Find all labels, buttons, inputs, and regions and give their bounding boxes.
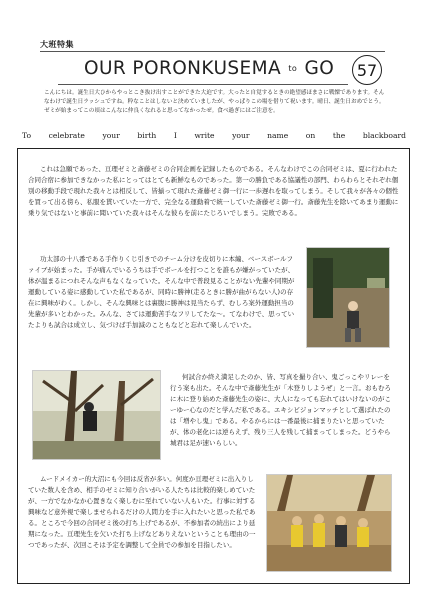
- masthead-title-main: OUR PORONKUSEMA: [84, 58, 282, 79]
- section-label: 大班特集: [40, 40, 74, 49]
- article-paragraph-4: ムードメイカー的大沼にも今回は反省が多い。何度か亘理ゼミに出入りしていた数人を含め、相手のゼミに知り合いがいる人たちは比較的楽しめていたが、一方でなかなか心置きなく楽しむに至れていない人もいた。行事に対する興味など意外視で楽しませられるだけの人間力を手に入れたいと思った私である。ところで今回の合同ゼミ後の打ち上げであるが、不参加者の続出により延期になった。亘理先生を欠いた打ち上げなどありえないということも理由の一つであったが、次回こそは予定を調整して全員での参加を目指したい。: [28, 475, 256, 549]
- baseball-field-photo: [306, 247, 390, 348]
- masthead-title-to: to: [288, 63, 298, 73]
- motto-word: blackboard: [362, 131, 406, 140]
- tree-climbing-photo: [32, 370, 161, 460]
- motto-word: celebrate: [48, 131, 85, 140]
- article-paragraph-2: 功太部の十八番である手作りくじ引きでのチーム分けを皮切りに本編、ベースボールファイブが始まった。手が痛んでいるうちは手でボールを打つことを誰もが嫌がっていたが、体が温まるにつれそんな声もなくなっていた。そんな中で普段見ることがない先輩や同期が運動している姿に感動していた私であるが、同時に勝神(走るときに勝が曲がらない人)の存在に興味がわく。しかし、そんな興味とは裏腹に勝神は見当たらず、むしろ案外運動担当の先輩が多いとわかった。みんな、さては運動苦手なフリしてたな～。てなわけで、思っていたよりも試合は成立し、気づけば手加減のこともなどと忘れて楽しんでいた。: [28, 255, 295, 329]
- motto-word: your: [102, 131, 120, 140]
- article-paragraph-1: これは急願であった、亘理ゼミと斎藤ゼミの合同企画を記録したものである。そんなわけでこの合同ゼミは、夏に行われた合同合宿に参加できなかった私にとってはとても新鮮なものであった。第一の勝負である協議性の部門、わらわらとそれぞれ個別の移動手段で現れた我々とは相反して、皆揃って現れた斎藤ゼミ御一行に一歩遅れを取ってしまう。そして我々が各々の個性を買って出る傍ら、私服を貫いていた一方で、完全なる運動着で統一していた斎藤ゼミ御一行。斎藤先生を除いてあまり運動に乗り気ではないと事前に聞いていた我々はそんな彼らを前にたじろいでしまう。完敗である。: [28, 165, 399, 217]
- article-paragraph-3: 何試合か終え満足したのか、皆、写真を撮り合い、鬼ごっこやリレーを行う案も出た。そんな中で斎藤先生が「木登りしようぜ」と一言。おもむろに木に登り始めた斎藤先生の姿に、大人になっても忘れてはいけないのがこーゆー心なのだと学んだ私である。エキシビジョンマッチとして選ばれたのは「増やし鬼」である。やるからには一番最後に捕まりたいと思っていたが、体の老化には逆らえず、残り三人を残して捕まってしまった。どうやら城君は足が速いらしい。: [170, 373, 391, 447]
- masthead-title-go: GO: [304, 58, 335, 79]
- motto-word: on: [305, 131, 316, 140]
- group-photo: [266, 474, 392, 572]
- masthead-rule-top: [40, 51, 385, 52]
- issue-number-badge: [352, 55, 382, 85]
- motto-word: write: [194, 131, 215, 140]
- motto-word: the: [332, 131, 346, 140]
- intro-text: こんにちは。誕生日大ひからやっとこき抜け出すことができた大迫です。大ったと自覚するときの絶望感ほまさに戦慄であります。そんなわけで誕生日ラッシュですね。粋なことはしないと決めていましたが、やっぱりこの場を借りて祝います。晴日、誕生日おめでとう。ゼミが始まってこの頃はこんなに仲良くなれると思ってなかったぜ。食べ過ぎにはご注意を。: [44, 90, 385, 114]
- motto-word: your: [232, 131, 250, 140]
- masthead-title: [84, 58, 334, 79]
- motto-word: To: [22, 131, 32, 140]
- motto-word: name: [267, 131, 289, 140]
- masthead-rule-bottom: [58, 84, 348, 85]
- issue-number: 57: [356, 60, 378, 80]
- motto-line: [22, 131, 406, 140]
- motto-word: birth: [137, 131, 157, 140]
- motto-word: I: [173, 131, 177, 140]
